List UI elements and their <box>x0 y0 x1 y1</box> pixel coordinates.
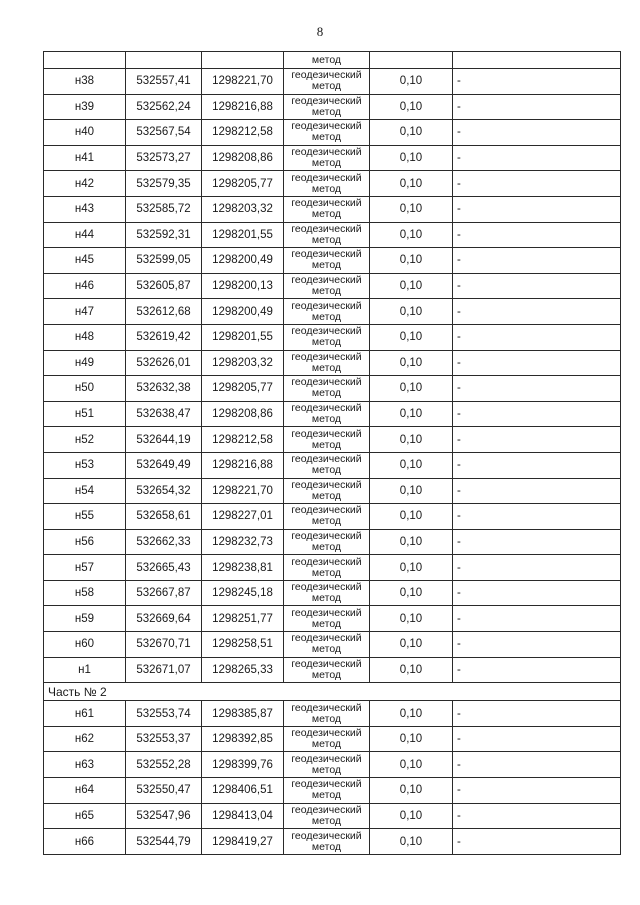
point-name-cell: н59 <box>44 606 126 632</box>
x-coordinate-cell: 532557,41 <box>126 69 202 95</box>
method-cell: геодезический метод <box>284 829 370 855</box>
method-cell: геодезический метод <box>284 145 370 171</box>
table-row <box>44 778 621 804</box>
accuracy-cell: 0,10 <box>370 69 453 95</box>
method-cell: геодезический метод <box>284 726 370 752</box>
accuracy-cell: 0,10 <box>370 401 453 427</box>
table-row <box>44 452 621 478</box>
x-coordinate-cell: 532567,54 <box>126 120 202 146</box>
table-row <box>44 427 621 453</box>
description-cell: - <box>453 778 621 804</box>
accuracy-cell: 0,10 <box>370 580 453 606</box>
description-cell: - <box>453 427 621 453</box>
point-name-cell: н66 <box>44 829 126 855</box>
table-row <box>44 657 621 683</box>
description-cell: - <box>453 350 621 376</box>
accuracy-cell: 0,10 <box>370 196 453 222</box>
point-name-cell: н56 <box>44 529 126 555</box>
description-cell: - <box>453 803 621 829</box>
method-cell: геодезический метод <box>284 504 370 530</box>
table-row <box>44 145 621 171</box>
x-coordinate-cell: 532669,64 <box>126 606 202 632</box>
table-cell <box>202 52 284 69</box>
point-name-cell: н63 <box>44 752 126 778</box>
x-coordinate-cell: 532605,87 <box>126 273 202 299</box>
y-coordinate-cell: 1298265,33 <box>202 657 284 683</box>
y-coordinate-cell: 1298205,77 <box>202 376 284 402</box>
description-cell: - <box>453 120 621 146</box>
point-name-cell: н60 <box>44 632 126 658</box>
accuracy-cell: 0,10 <box>370 171 453 197</box>
accuracy-cell: 0,10 <box>370 350 453 376</box>
y-coordinate-cell: 1298201,55 <box>202 222 284 248</box>
method-cell: геодезический метод <box>284 701 370 727</box>
accuracy-cell: 0,10 <box>370 829 453 855</box>
y-coordinate-cell: 1298221,70 <box>202 69 284 95</box>
point-name-cell: н61 <box>44 701 126 727</box>
y-coordinate-cell: 1298413,04 <box>202 803 284 829</box>
y-coordinate-cell: 1298201,55 <box>202 324 284 350</box>
table-row <box>44 94 621 120</box>
description-cell: - <box>453 752 621 778</box>
point-name-cell: н53 <box>44 452 126 478</box>
point-name-cell: н42 <box>44 171 126 197</box>
table-row <box>44 350 621 376</box>
point-name-cell: н43 <box>44 196 126 222</box>
y-coordinate-cell: 1298212,58 <box>202 427 284 453</box>
point-name-cell: н45 <box>44 248 126 274</box>
point-name-cell: н58 <box>44 580 126 606</box>
x-coordinate-cell: 532644,19 <box>126 427 202 453</box>
accuracy-cell: 0,10 <box>370 376 453 402</box>
method-cell: геодезический метод <box>284 248 370 274</box>
table-row <box>44 632 621 658</box>
table-row <box>44 196 621 222</box>
accuracy-cell: 0,10 <box>370 222 453 248</box>
accuracy-cell: 0,10 <box>370 145 453 171</box>
x-coordinate-cell: 532544,79 <box>126 829 202 855</box>
accuracy-cell: 0,10 <box>370 324 453 350</box>
accuracy-cell: 0,10 <box>370 726 453 752</box>
description-cell: - <box>453 657 621 683</box>
description-cell: - <box>453 69 621 95</box>
method-cell: геодезический метод <box>284 452 370 478</box>
table-row <box>44 829 621 855</box>
method-cell: геодезический метод <box>284 803 370 829</box>
x-coordinate-cell: 532585,72 <box>126 196 202 222</box>
x-coordinate-cell: 532665,43 <box>126 555 202 581</box>
y-coordinate-cell: 1298200,13 <box>202 273 284 299</box>
point-name-cell: н41 <box>44 145 126 171</box>
y-coordinate-cell: 1298406,51 <box>202 778 284 804</box>
accuracy-cell: 0,10 <box>370 273 453 299</box>
method-cell: геодезический метод <box>284 752 370 778</box>
table-row <box>44 478 621 504</box>
y-coordinate-cell: 1298200,49 <box>202 299 284 325</box>
y-coordinate-cell: 1298208,86 <box>202 145 284 171</box>
accuracy-cell: 0,10 <box>370 452 453 478</box>
point-name-cell: н39 <box>44 94 126 120</box>
x-coordinate-cell: 532592,31 <box>126 222 202 248</box>
description-cell: - <box>453 273 621 299</box>
method-cell: геодезический метод <box>284 273 370 299</box>
y-coordinate-cell: 1298251,77 <box>202 606 284 632</box>
x-coordinate-cell: 532667,87 <box>126 580 202 606</box>
table-row <box>44 701 621 727</box>
x-coordinate-cell: 532553,74 <box>126 701 202 727</box>
x-coordinate-cell: 532670,71 <box>126 632 202 658</box>
description-cell: - <box>453 829 621 855</box>
description-cell: - <box>453 324 621 350</box>
description-cell: - <box>453 401 621 427</box>
table-cell <box>126 52 202 69</box>
point-name-cell: н49 <box>44 350 126 376</box>
point-name-cell: н48 <box>44 324 126 350</box>
y-coordinate-cell: 1298203,32 <box>202 196 284 222</box>
coordinates-table <box>43 51 621 855</box>
description-cell: - <box>453 701 621 727</box>
description-cell: - <box>453 504 621 530</box>
table-row <box>44 529 621 555</box>
accuracy-cell: 0,10 <box>370 504 453 530</box>
x-coordinate-cell: 532662,33 <box>126 529 202 555</box>
method-cell: геодезический метод <box>284 196 370 222</box>
accuracy-cell: 0,10 <box>370 427 453 453</box>
method-cell: геодезический метод <box>284 529 370 555</box>
table-row <box>44 580 621 606</box>
table-row <box>44 171 621 197</box>
point-name-cell: н55 <box>44 504 126 530</box>
section-row <box>44 683 621 701</box>
x-coordinate-cell: 532658,61 <box>126 504 202 530</box>
method-cell: геодезический метод <box>284 376 370 402</box>
description-cell: - <box>453 376 621 402</box>
table-cell <box>44 52 126 69</box>
method-cell: геодезический метод <box>284 427 370 453</box>
description-cell: - <box>453 726 621 752</box>
description-cell: - <box>453 299 621 325</box>
point-name-cell: н44 <box>44 222 126 248</box>
page-number: 8 <box>316 24 324 39</box>
accuracy-cell: 0,10 <box>370 657 453 683</box>
y-coordinate-cell: 1298216,88 <box>202 94 284 120</box>
description-cell: - <box>453 580 621 606</box>
y-coordinate-cell: 1298232,73 <box>202 529 284 555</box>
method-cell: геодезический метод <box>284 478 370 504</box>
y-coordinate-cell: 1298212,58 <box>202 120 284 146</box>
point-name-cell: н57 <box>44 555 126 581</box>
y-coordinate-cell: 1298392,85 <box>202 726 284 752</box>
table-row <box>44 324 621 350</box>
y-coordinate-cell: 1298227,01 <box>202 504 284 530</box>
x-coordinate-cell: 532553,37 <box>126 726 202 752</box>
method-cell: геодезический метод <box>284 299 370 325</box>
table-row <box>44 401 621 427</box>
x-coordinate-cell: 532573,27 <box>126 145 202 171</box>
x-coordinate-cell: 532649,49 <box>126 452 202 478</box>
y-coordinate-cell: 1298205,77 <box>202 171 284 197</box>
accuracy-cell: 0,10 <box>370 529 453 555</box>
method-cell: геодезический метод <box>284 606 370 632</box>
y-coordinate-cell: 1298221,70 <box>202 478 284 504</box>
y-coordinate-cell: 1298203,32 <box>202 350 284 376</box>
accuracy-cell: 0,10 <box>370 94 453 120</box>
point-name-cell: н51 <box>44 401 126 427</box>
point-name-cell: н65 <box>44 803 126 829</box>
y-coordinate-cell: 1298419,27 <box>202 829 284 855</box>
accuracy-cell: 0,10 <box>370 752 453 778</box>
method-cell: геодезический метод <box>284 222 370 248</box>
method-cell: геодезический метод <box>284 778 370 804</box>
method-cell: геодезический метод <box>284 632 370 658</box>
section-label: Часть № 2 <box>44 683 621 701</box>
x-coordinate-cell: 532654,32 <box>126 478 202 504</box>
table-cell <box>370 52 453 69</box>
table-row <box>44 726 621 752</box>
method-cell: геодезический метод <box>284 69 370 95</box>
point-name-cell: н46 <box>44 273 126 299</box>
accuracy-cell: 0,10 <box>370 299 453 325</box>
method-cell: геодезический метод <box>284 580 370 606</box>
point-name-cell: н62 <box>44 726 126 752</box>
description-cell: - <box>453 145 621 171</box>
accuracy-cell: 0,10 <box>370 632 453 658</box>
description-cell: - <box>453 632 621 658</box>
point-name-cell: н40 <box>44 120 126 146</box>
table-row <box>44 222 621 248</box>
description-cell: - <box>453 222 621 248</box>
method-cell: метод <box>284 52 370 69</box>
table-row <box>44 248 621 274</box>
x-coordinate-cell: 532638,47 <box>126 401 202 427</box>
y-coordinate-cell: 1298216,88 <box>202 452 284 478</box>
description-cell: - <box>453 171 621 197</box>
description-cell: - <box>453 452 621 478</box>
x-coordinate-cell: 532632,38 <box>126 376 202 402</box>
point-name-cell: н52 <box>44 427 126 453</box>
x-coordinate-cell: 532626,01 <box>126 350 202 376</box>
table-row <box>44 376 621 402</box>
table-row <box>44 606 621 632</box>
description-cell: - <box>453 606 621 632</box>
table-row <box>44 273 621 299</box>
table-row <box>44 504 621 530</box>
y-coordinate-cell: 1298208,86 <box>202 401 284 427</box>
point-name-cell: н1 <box>44 657 126 683</box>
method-cell: геодезический метод <box>284 401 370 427</box>
accuracy-cell: 0,10 <box>370 120 453 146</box>
point-name-cell: н54 <box>44 478 126 504</box>
accuracy-cell: 0,10 <box>370 778 453 804</box>
description-cell: - <box>453 196 621 222</box>
accuracy-cell: 0,10 <box>370 701 453 727</box>
method-cell: геодезический метод <box>284 350 370 376</box>
table-row <box>44 69 621 95</box>
x-coordinate-cell: 532562,24 <box>126 94 202 120</box>
x-coordinate-cell: 532671,07 <box>126 657 202 683</box>
method-cell: геодезический метод <box>284 171 370 197</box>
x-coordinate-cell: 532599,05 <box>126 248 202 274</box>
accuracy-cell: 0,10 <box>370 248 453 274</box>
method-cell: геодезический метод <box>284 94 370 120</box>
x-coordinate-cell: 532550,47 <box>126 778 202 804</box>
table-row <box>44 752 621 778</box>
point-name-cell: н64 <box>44 778 126 804</box>
point-name-cell: н50 <box>44 376 126 402</box>
description-cell: - <box>453 555 621 581</box>
x-coordinate-cell: 532619,42 <box>126 324 202 350</box>
accuracy-cell: 0,10 <box>370 555 453 581</box>
description-cell: - <box>453 248 621 274</box>
y-coordinate-cell: 1298385,87 <box>202 701 284 727</box>
y-coordinate-cell: 1298399,76 <box>202 752 284 778</box>
table-row <box>44 299 621 325</box>
accuracy-cell: 0,10 <box>370 478 453 504</box>
y-coordinate-cell: 1298238,81 <box>202 555 284 581</box>
description-cell: - <box>453 478 621 504</box>
method-cell: геодезический метод <box>284 657 370 683</box>
table-row <box>44 555 621 581</box>
x-coordinate-cell: 532552,28 <box>126 752 202 778</box>
point-name-cell: н47 <box>44 299 126 325</box>
method-cell: геодезический метод <box>284 324 370 350</box>
x-coordinate-cell: 532547,96 <box>126 803 202 829</box>
accuracy-cell: 0,10 <box>370 606 453 632</box>
description-cell: - <box>453 94 621 120</box>
x-coordinate-cell: 532579,35 <box>126 171 202 197</box>
y-coordinate-cell: 1298258,51 <box>202 632 284 658</box>
method-cell: геодезический метод <box>284 120 370 146</box>
y-coordinate-cell: 1298245,18 <box>202 580 284 606</box>
table-row <box>44 120 621 146</box>
y-coordinate-cell: 1298200,49 <box>202 248 284 274</box>
method-cell: геодезический метод <box>284 555 370 581</box>
description-cell: - <box>453 529 621 555</box>
table-cell <box>453 52 621 69</box>
point-name-cell: н38 <box>44 69 126 95</box>
accuracy-cell: 0,10 <box>370 803 453 829</box>
table-row <box>44 803 621 829</box>
continuation-row <box>44 52 621 69</box>
x-coordinate-cell: 532612,68 <box>126 299 202 325</box>
